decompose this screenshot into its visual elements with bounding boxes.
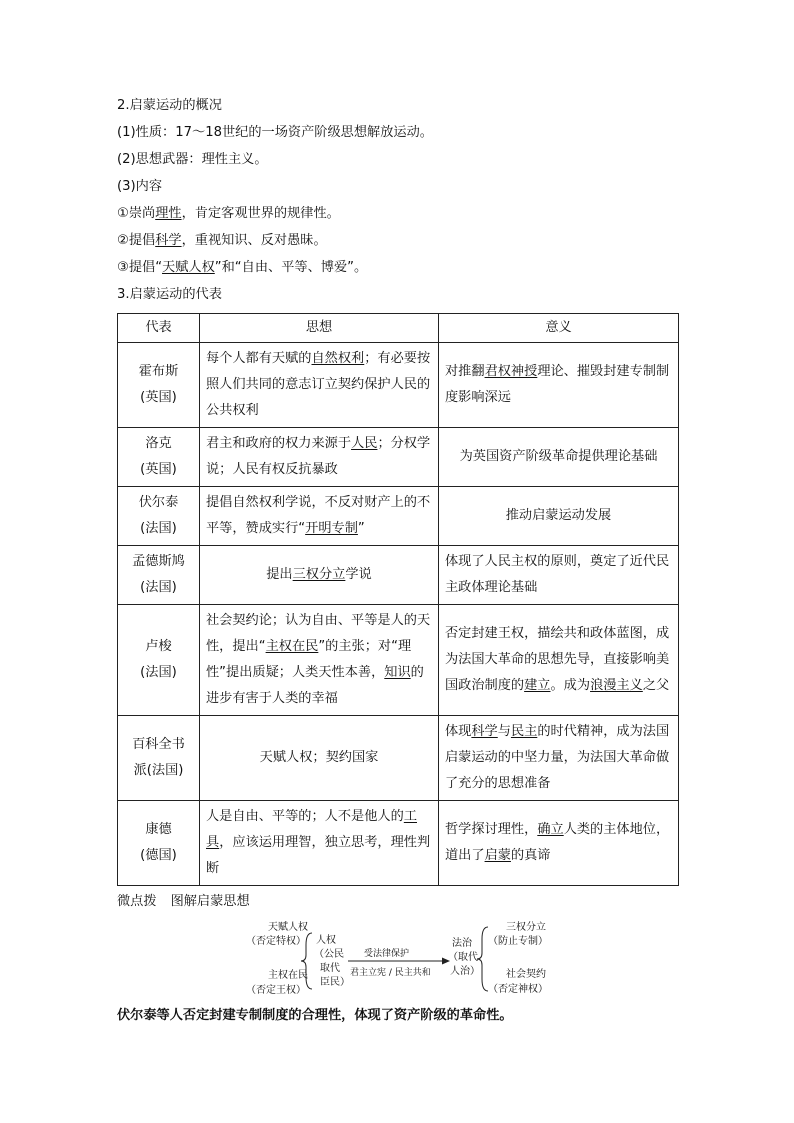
diagram-right-brace	[477, 927, 488, 991]
rep-idea: 提出三权分立学说	[200, 546, 439, 605]
header-representative: 代表	[118, 314, 200, 343]
rep-name: 百科全书 派(法国)	[118, 716, 200, 801]
rep-idea: 君主和政府的权力来源于人民；分权学说；人民有权反抗暴政	[200, 428, 439, 487]
diagram-arrow-top: 受法律保护	[364, 949, 410, 959]
rep-meaning: 体现了人民主权的原则，奠定了近代民主政体理论基础	[439, 546, 679, 605]
diagram-qiyue: 社会契约	[506, 969, 546, 980]
diagram-tianfu-sub: （否定特权）	[246, 936, 306, 947]
rep-meaning: 否定封建王权，描绘共和政体蓝图，成为法国大革命的思想先导，直接影响美国政治制度的建立。成为浪漫主义之父	[439, 605, 679, 716]
rep-meaning: 为英国资产阶级革命提供理论基础	[439, 428, 679, 487]
rep-meaning: 体现科学与民主的时代精神，成为法国启蒙运动的中坚力量，为法国大革命做了充分的思想准备	[439, 716, 679, 801]
weapon-line: (2)思想武器：理性主义。	[117, 152, 268, 167]
table-row	[118, 605, 679, 716]
diagram-sanquan-sub: （防止专制）	[488, 936, 548, 947]
diagram-qiyue-sub: （否定神权）	[488, 984, 548, 995]
table-row	[118, 343, 679, 428]
table-row	[118, 546, 679, 605]
diagram-renquan-3: 取代	[320, 963, 340, 974]
rep-meaning: 哲学探讨理性，确立人类的主体地位，道出了启蒙的真谛	[439, 801, 679, 886]
diagram-tianfu: 天赋人权	[268, 922, 308, 933]
section3-title: 3.启蒙运动的代表	[117, 287, 222, 302]
tip-title: 图解启蒙思想	[170, 894, 250, 909]
tip-heading	[117, 890, 250, 909]
diagram-renquan-4: 臣民）	[320, 977, 350, 988]
table-row	[118, 801, 679, 886]
rep-name: 伏尔泰 (法国)	[118, 487, 200, 546]
content-item-3: ③提倡“天赋人权”和“自由、平等、博爱”。	[117, 260, 368, 275]
representatives-table	[117, 313, 679, 886]
tip-label: 微点拨	[117, 894, 157, 909]
header-meaning: 意义	[439, 314, 679, 343]
section2-title: 2.启蒙运动的概况	[117, 98, 222, 113]
content-title: (3)内容	[117, 179, 163, 194]
rep-idea: 人是自由、平等的；人不是他人的工具，应该运用理智，独立思考，理性判断	[200, 801, 439, 886]
diagram-zhuquan: 主权在民	[268, 970, 308, 981]
content-item-1: ①崇尚理性，肯定客观世界的规律性。	[117, 206, 340, 221]
table-row	[118, 487, 679, 546]
diagram-renquan-1: 人权	[316, 935, 336, 946]
content-item-2: ②提倡科学，重视知识、反对愚昧。	[117, 233, 327, 248]
diagram-renquan-2: （公民	[314, 949, 344, 960]
table-row	[118, 716, 679, 801]
rep-idea: 天赋人权；契约国家	[200, 716, 439, 801]
rep-idea: 提倡自然权利学说，不反对财产上的不平等，赞成实行“开明专制”	[200, 487, 439, 546]
table-row	[118, 428, 679, 487]
nature-line: (1)性质：17～18世纪的一场资产阶级思想解放运动。	[117, 125, 433, 140]
conclusion-line: 伏尔泰等人否定封建专制制度的合理性，体现了资产阶级的革命性。	[117, 1008, 513, 1023]
table-header-row	[118, 314, 679, 343]
diagram-fazhi-1: 法治	[452, 938, 472, 949]
diagram-arrow-bottom: 君主立宪 / 民主共和	[350, 968, 431, 978]
rep-name: 卢梭 (法国)	[118, 605, 200, 716]
diagram-fazhi-3: 人治）	[450, 966, 480, 977]
diagram-sanquan: 三权分立	[506, 922, 546, 933]
rep-name: 孟德斯鸠 (法国)	[118, 546, 200, 605]
rep-idea: 每个人都有天赋的自然权利；有必要按照人们共同的意志订立契约保护人民的公共权利	[200, 343, 439, 428]
rep-meaning: 推动启蒙运动发展	[439, 487, 679, 546]
rep-name: 洛克 (英国)	[118, 428, 200, 487]
diagram-fazhi-2: （取代	[448, 952, 478, 963]
rep-meaning: 对推翻君权神授理论、摧毁封建专制制度影响深远	[439, 343, 679, 428]
rep-name: 康德 (德国)	[118, 801, 200, 886]
header-idea: 思想	[200, 314, 439, 343]
diagram-zhuquan-sub: （否定王权）	[246, 985, 306, 996]
rep-name: 霍布斯 (英国)	[118, 343, 200, 428]
enlightenment-diagram	[244, 915, 564, 999]
rep-idea: 社会契约论；认为自由、平等是人的天性，提出“主权在民”的主张；对“理性”提出质疑；人类天性本善，知识的进步有害于人类的幸福	[200, 605, 439, 716]
